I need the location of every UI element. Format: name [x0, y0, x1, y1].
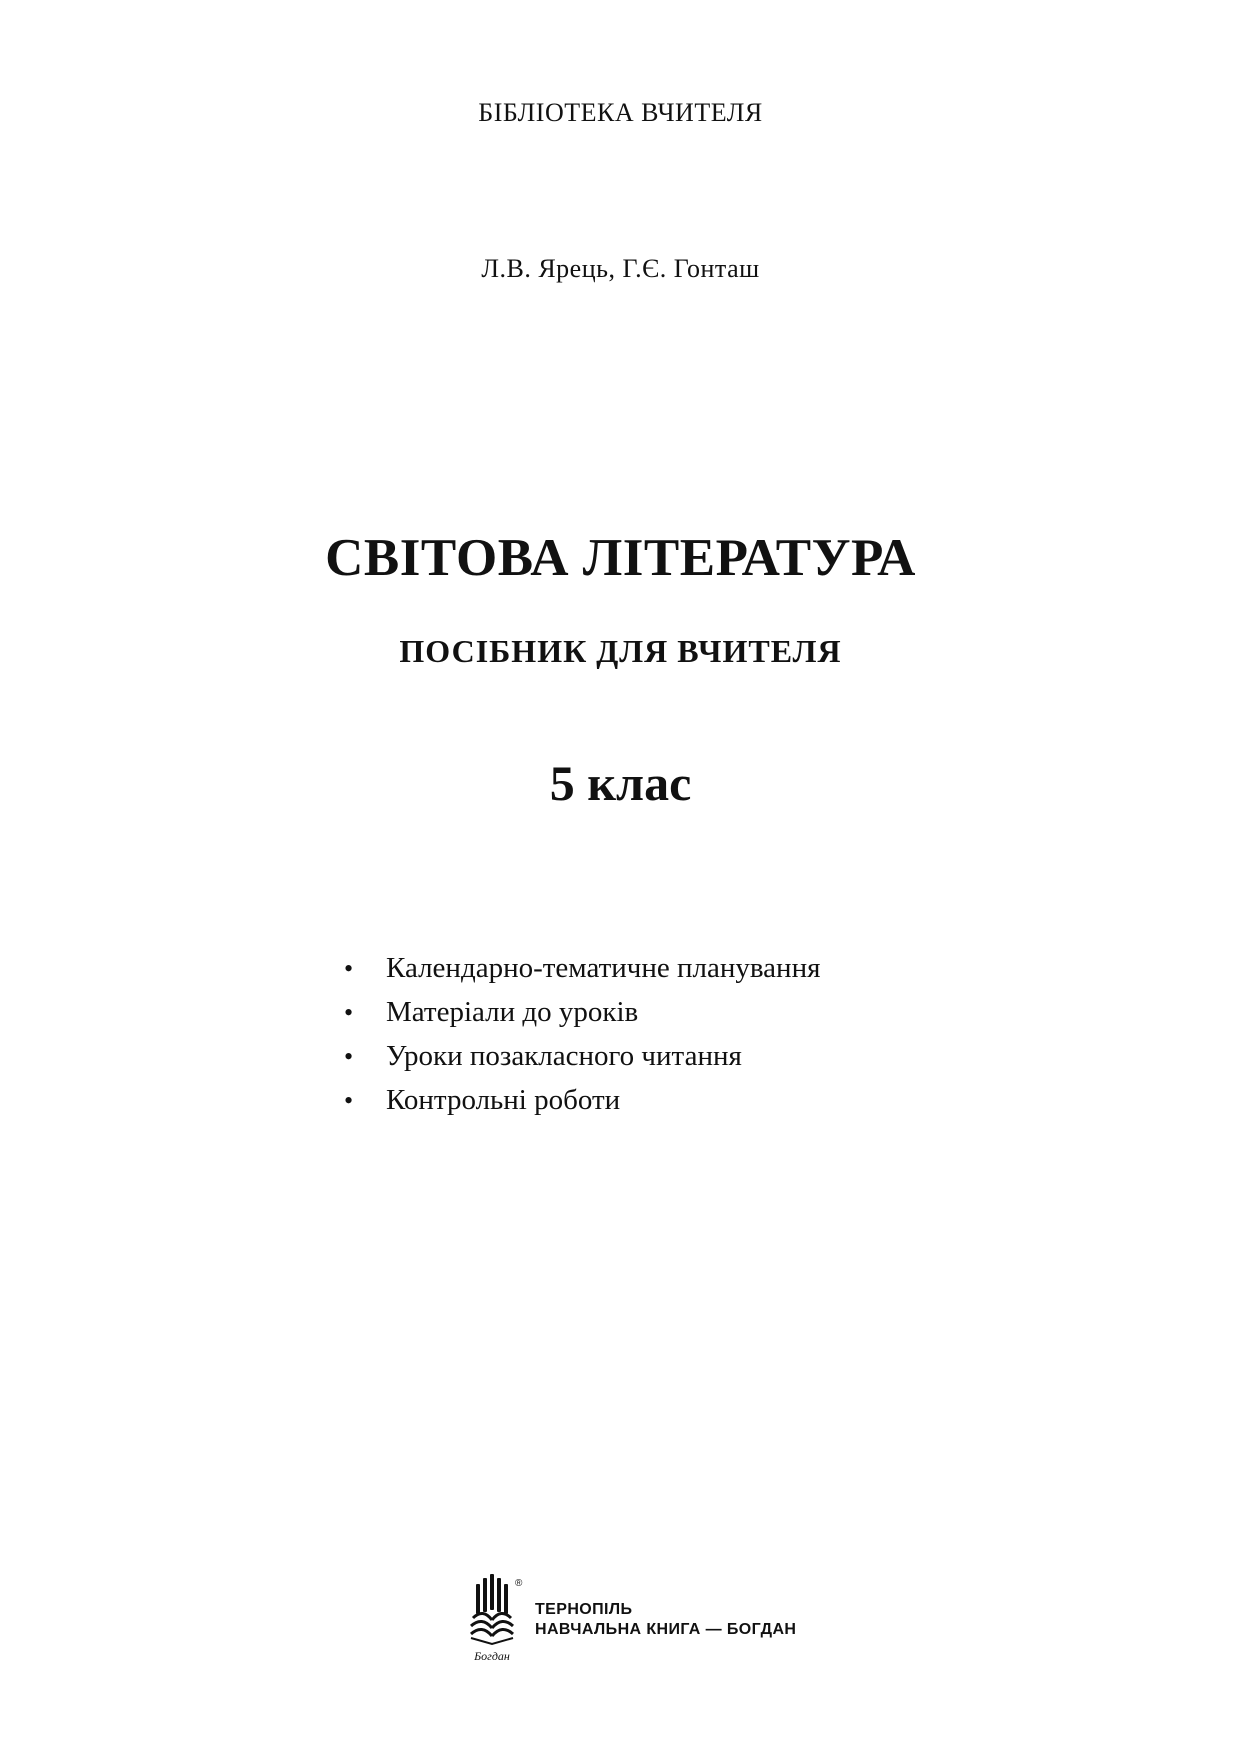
- publisher-name: НАВЧАЛЬНА КНИГА — БОГДАН: [535, 1621, 797, 1638]
- logo-script: Богдан: [474, 1649, 510, 1663]
- feature-text: Контрольні роботи: [386, 1084, 621, 1116]
- bullet-icon: •: [344, 1042, 354, 1071]
- grade-label: 5 клас: [549, 755, 692, 811]
- feature-text: Уроки позакласного читання: [386, 1040, 742, 1072]
- bullet-icon: •: [344, 998, 354, 1027]
- feature-text: Матеріали до уроків: [386, 996, 639, 1028]
- feature-text: Календарно-тематичне планування: [386, 952, 821, 984]
- book-subtitle: ПОСІБНИК ДЛЯ ВЧИТЕЛЯ: [399, 633, 842, 669]
- book-title: СВІТОВА ЛІТЕРАТУРА: [325, 529, 916, 587]
- publisher-text: [535, 1600, 796, 1640]
- publisher-city: ТЕРНОПІЛЬ: [535, 1601, 633, 1618]
- features-list: [344, 946, 820, 1122]
- bullet-icon: •: [344, 954, 354, 983]
- series-label: БІБЛІОТЕКА ВЧИТЕЛЯ: [478, 98, 763, 127]
- list-item: [344, 946, 820, 990]
- bullet-icon: •: [344, 1086, 354, 1115]
- registered-mark: ®: [515, 1578, 523, 1589]
- publisher-logo-icon: [465, 1574, 529, 1666]
- list-item: [344, 1034, 820, 1078]
- publisher-block: [465, 1574, 825, 1684]
- list-item: [344, 990, 820, 1034]
- authors: Л.В. Ярець, Г.Є. Гонташ: [481, 254, 760, 283]
- list-item: [344, 1078, 820, 1122]
